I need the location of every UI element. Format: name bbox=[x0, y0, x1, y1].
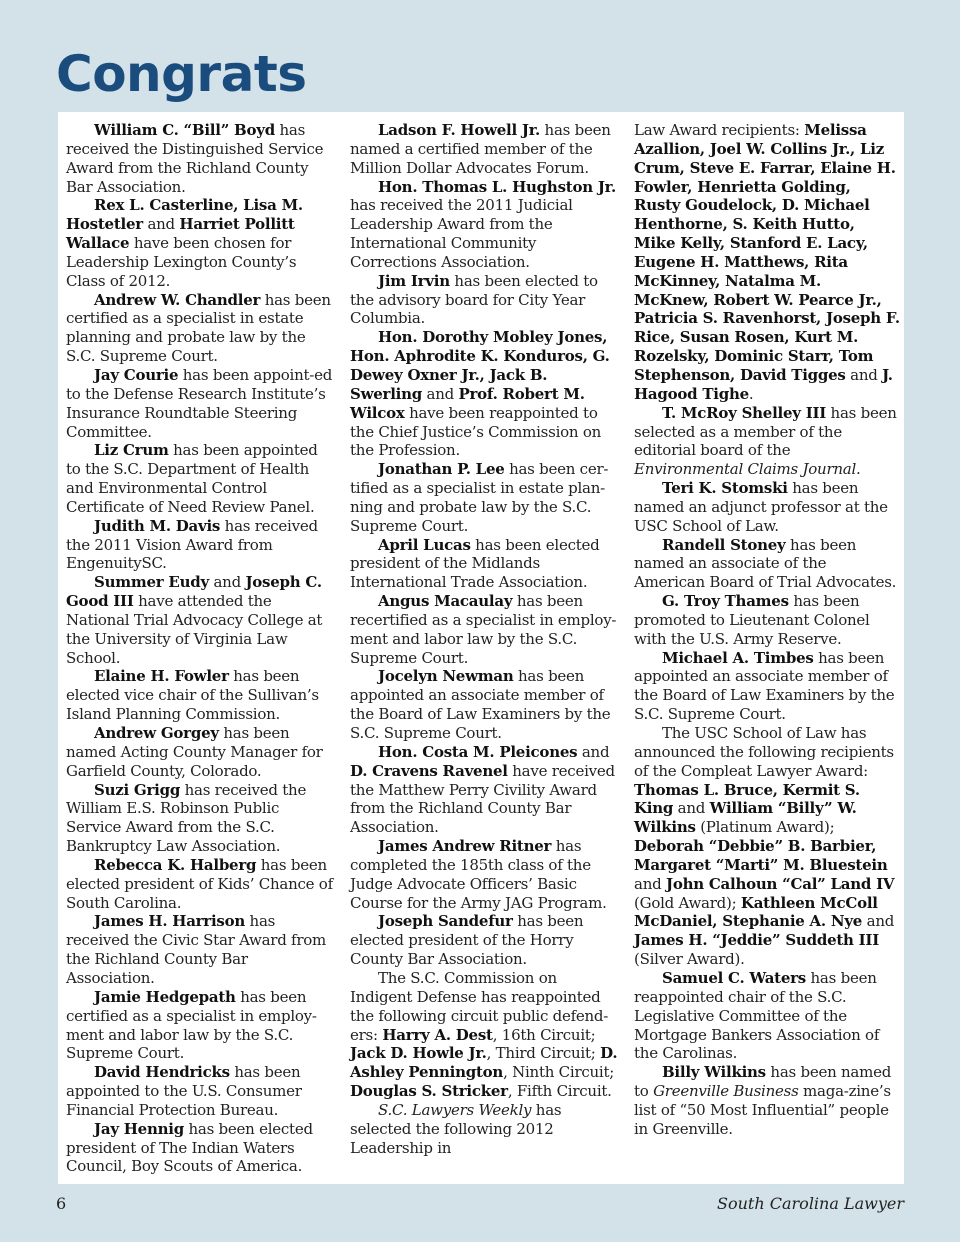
congrats-paragraph bbox=[66, 291, 334, 366]
announcement-text: Law Award recipients: bbox=[634, 121, 805, 139]
article-column-1 bbox=[66, 121, 334, 1176]
announcement-text: has received the Civic Star Award from the Richland County Bar Association. bbox=[66, 912, 327, 987]
congrats-paragraph bbox=[350, 969, 620, 1101]
announcement-text: has been certified as a specialist in estate planning and probate law by the S.C. Supreme Court. bbox=[66, 290, 331, 366]
honoree-name: Angus Macaulay bbox=[378, 592, 513, 611]
article-column-3 bbox=[634, 121, 900, 1139]
honoree-name: Samuel C. Waters bbox=[662, 968, 806, 987]
honoree-name: Jonathan P. Lee bbox=[378, 460, 505, 479]
honoree-name: Douglas S. Stricker bbox=[350, 1082, 508, 1101]
announcement-text: has been appointed an associate member of the Board of Law Examiners by the S.C. Supreme Court. bbox=[350, 667, 611, 742]
article-column-2 bbox=[350, 121, 620, 1157]
honoree-name: Billy Wilkins bbox=[662, 1063, 766, 1082]
honoree-name: Judith M. Davis bbox=[94, 516, 221, 535]
honoree-name: Randell Stoney bbox=[662, 535, 786, 554]
announcement-text: has been elected president of Kids’ Chance of South Carolina. bbox=[66, 855, 333, 912]
announcement-text: has been selected as a member of the editorial board of the bbox=[634, 403, 897, 460]
honoree-name: Hon. Thomas L. Hughston Jr. bbox=[378, 177, 616, 196]
congrats-paragraph bbox=[66, 781, 334, 856]
congrats-paragraph bbox=[634, 592, 900, 649]
announcement-text: has been appoint-ed to the Defense Research Institute’s Insurance Roundtable Steering Committee. bbox=[66, 365, 333, 441]
congrats-paragraph bbox=[350, 912, 620, 969]
congrats-paragraph bbox=[66, 667, 334, 724]
congrats-paragraph bbox=[66, 366, 334, 441]
honoree-name: James H. “Jeddie” Suddeth III bbox=[634, 931, 879, 950]
honoree-name: Kathleen McColl McDaniel, Stephanie A. Nye bbox=[634, 893, 878, 931]
congrats-paragraph bbox=[350, 743, 620, 837]
congrats-paragraph bbox=[634, 536, 900, 593]
congrats-paragraph bbox=[66, 912, 334, 987]
congrats-paragraph bbox=[350, 121, 620, 178]
announcement-text: have received the Matthew Perry Civility Award from the Richland County Bar Association. bbox=[350, 761, 615, 837]
announcement-text: and bbox=[673, 799, 710, 818]
honoree-name: Melissa Azallion, Joel W. Collins Jr., Liz Crum, Steve E. Farrar, Elaine H. Fowler, Henrietta Golding, Rusty Goudelock, D. Michael Henthorne, S. Keith Hutto, Mike Kelly, Stanford E. Lacy, Eugene H. Matthews, Rita McKinney, Natalma M. McKnew, Robert W. Pearce Jr., Patricia S. Ravenhorst, Joseph F. Rice, Susan Rosen, Kurt M. Rozelsky, Dominic Starr, Tom Stephenson, David Tigges bbox=[634, 121, 900, 384]
announcement-text: , Third Circuit; bbox=[486, 1044, 601, 1063]
announcement-text: maga-zine’s list of “50 Most Influential” people in Greenville. bbox=[634, 1082, 891, 1138]
honoree-name: Andrew Gorgey bbox=[94, 724, 219, 742]
announcement-text: and bbox=[845, 365, 883, 384]
announcement-text: (Silver Award). bbox=[634, 950, 745, 969]
honoree-name: Jay Courie bbox=[94, 365, 179, 384]
announcement-text: has been named to bbox=[634, 1063, 892, 1101]
announcement-text: has been certified as a specialist in employ-ment and labor law by the S.C. Supreme Court. bbox=[66, 987, 317, 1063]
honoree-name: Prof. Robert M. Wilcox bbox=[350, 384, 585, 422]
congrats-paragraph bbox=[350, 460, 620, 535]
publication-title: S.C. Lawyers Weekly bbox=[378, 1100, 532, 1119]
honoree-name: G. Troy Thames bbox=[662, 592, 789, 611]
honoree-name: Jim Irvin bbox=[378, 271, 450, 290]
honoree-name: Harriet Pollitt Wallace bbox=[66, 215, 295, 253]
announcement-text: has been cer-tified as a specialist in estate plan-ning and probate law by the S.C. Supreme Court. bbox=[350, 460, 609, 535]
announcement-text: has been named Acting County Manager for Garfield County, Colorado. bbox=[66, 724, 323, 780]
honoree-name: Jamie Hedgepath bbox=[94, 987, 236, 1006]
announcement-text: has been named a certified member of the Million Dollar Advocates Forum. bbox=[350, 121, 611, 177]
announcement-text: has been reappointed chair of the S.C. Legislative Committee of the Mortgage Bankers Association of the Carolinas. bbox=[634, 968, 880, 1063]
honoree-name: William “Billy” W. Wilkins bbox=[634, 799, 857, 837]
announcement-text: has been appointed to the S.C. Department of Health and Environmental Control Certificate of Need Review Panel. bbox=[66, 441, 318, 516]
congrats-paragraph bbox=[634, 479, 900, 536]
announcement-text: and bbox=[577, 742, 610, 761]
congrats-paragraph bbox=[66, 724, 334, 781]
announcement-text: . bbox=[748, 384, 754, 403]
announcement-text: and bbox=[208, 573, 246, 592]
congrats-paragraph bbox=[66, 196, 334, 290]
honoree-name: William C. “Bill” Boyd bbox=[94, 121, 275, 139]
announcement-text: has received the William E.S. Robinson Public Service Award from the S.C. Bankruptcy Law Association. bbox=[66, 780, 307, 856]
honoree-name: Andrew W. Chandler bbox=[94, 290, 261, 309]
article-panel bbox=[58, 112, 904, 1184]
announcement-text: has been recertified as a specialist in employ-ment and labor law by the S.C. Supreme Court. bbox=[350, 592, 617, 667]
announcement-text: has been elected to the advisory board for City Year Columbia. bbox=[350, 271, 598, 328]
honoree-name: Joseph C. Good III bbox=[66, 573, 322, 611]
announcement-text: (Platinum Award); bbox=[695, 818, 835, 837]
congrats-paragraph bbox=[66, 441, 334, 516]
honoree-name: D. Ashley Pennington bbox=[350, 1044, 618, 1082]
announcement-text: has been elected president of The Indian Waters Council, Boy Scouts of America. bbox=[66, 1119, 313, 1176]
honoree-name: James Andrew Ritner bbox=[378, 837, 552, 856]
magazine-name: South Carolina Lawyer bbox=[717, 1194, 904, 1213]
honoree-name: Suzi Grigg bbox=[94, 780, 181, 799]
congrats-paragraph bbox=[66, 856, 334, 913]
announcement-text: have attended the National Trial Advocacy College at the University of Virginia Law School. bbox=[66, 592, 323, 667]
honoree-name: Rex L. Casterline, Lisa M. Hostetler bbox=[66, 196, 303, 234]
announcement-text: and bbox=[142, 215, 180, 234]
congrats-paragraph bbox=[634, 1063, 900, 1138]
announcement-text: (Gold Award); bbox=[634, 893, 741, 912]
honoree-name: April Lucas bbox=[378, 535, 471, 554]
honoree-name: Jack D. Howle Jr. bbox=[350, 1044, 487, 1063]
honoree-name: Elaine H. Fowler bbox=[94, 667, 229, 686]
congrats-paragraph bbox=[66, 1120, 334, 1177]
honoree-name: Jocelyn Newman bbox=[378, 667, 514, 686]
congrats-paragraph bbox=[634, 969, 900, 1063]
announcement-text: has been elected president of the Midlands International Trade Association. bbox=[350, 535, 600, 592]
announcement-text: and bbox=[862, 912, 895, 931]
announcement-text: The S.C. Commission on Indigent Defense has reappointed the following circuit public defend-ers: bbox=[350, 968, 609, 1044]
congrats-paragraph bbox=[350, 1101, 620, 1158]
honoree-name: Hon. Costa M. Pleicones bbox=[378, 742, 578, 761]
congrats-paragraph bbox=[350, 667, 620, 742]
congrats-paragraph bbox=[350, 536, 620, 593]
honoree-name: John Calhoun “Cal” Land IV bbox=[665, 874, 895, 893]
announcement-text: has been promoted to Lieutenant Colonel with the U.S. Army Reserve. bbox=[634, 592, 870, 648]
announcement-text: has completed the 185th class of the Judge Advocate Officers’ Basic Course for the Army JAG Program. bbox=[350, 837, 607, 912]
honoree-name: Liz Crum bbox=[94, 441, 169, 460]
congrats-paragraph bbox=[66, 1063, 334, 1120]
congrats-paragraph bbox=[634, 121, 900, 404]
announcement-text: has been named an associate of the American Board of Trial Advocates. bbox=[634, 535, 897, 592]
announcement-text: and bbox=[421, 384, 459, 403]
congrats-paragraph bbox=[66, 573, 334, 667]
announcement-text: and bbox=[634, 874, 666, 893]
announcement-text: has been elected vice chair of the Sullivan’s Island Planning Commission. bbox=[66, 667, 319, 724]
congrats-paragraph bbox=[66, 517, 334, 574]
honoree-name: Thomas L. Bruce, Kermit S. King bbox=[634, 780, 860, 818]
announcement-text: , Ninth Circuit; bbox=[503, 1063, 615, 1082]
congrats-paragraph bbox=[350, 592, 620, 667]
honoree-name: Joseph Sandefur bbox=[378, 912, 513, 931]
honoree-name: Michael A. Timbes bbox=[662, 648, 814, 667]
congrats-paragraph bbox=[350, 837, 620, 912]
announcement-text: , Fifth Circuit. bbox=[507, 1082, 612, 1101]
honoree-name: David Hendricks bbox=[94, 1063, 230, 1082]
honoree-name: Harry A. Dest bbox=[382, 1025, 493, 1044]
announcement-text: has been elected president of the Horry County Bar Association. bbox=[350, 912, 584, 969]
honoree-name: Ladson F. Howell Jr. bbox=[378, 121, 541, 139]
honoree-name: Summer Eudy bbox=[94, 573, 209, 592]
announcement-text: The USC School of Law has announced the following recipients of the Compleat Lawyer Award: bbox=[634, 724, 894, 780]
announcement-text: have been chosen for Leadership Lexington County’s Class of 2012. bbox=[66, 234, 297, 290]
honoree-name: Deborah “Debbie” B. Barbier, Margaret “Marti” M. Bluestein bbox=[634, 837, 888, 874]
congrats-paragraph bbox=[350, 328, 620, 460]
honoree-name: Jay Hennig bbox=[94, 1119, 184, 1138]
publication-title: Greenville Business bbox=[653, 1082, 799, 1101]
honoree-name: D. Cravens Ravenel bbox=[350, 761, 508, 780]
honoree-name: T. McRoy Shelley III bbox=[662, 403, 827, 422]
congrats-paragraph bbox=[66, 121, 334, 196]
announcement-text: have been reappointed to the Chief Justice’s Commission on the Profession. bbox=[350, 403, 602, 460]
announcement-text: has received the Distinguished Service Award from the Richland County Bar Association. bbox=[66, 121, 324, 196]
congrats-paragraph bbox=[350, 178, 620, 272]
announcement-text: has selected the following 2012 Leadership in bbox=[350, 1100, 562, 1157]
announcement-text: has been named an adjunct professor at the USC School of Law. bbox=[634, 479, 888, 535]
announcement-text: . bbox=[856, 460, 861, 479]
congrats-paragraph bbox=[350, 272, 620, 329]
congrats-paragraph bbox=[634, 404, 900, 479]
page-title: Congrats bbox=[56, 45, 307, 103]
announcement-text: has been appointed to the U.S. Consumer Financial Protection Bureau. bbox=[66, 1063, 302, 1119]
congrats-paragraph bbox=[634, 724, 900, 969]
announcement-text: , 16th Circuit; bbox=[492, 1025, 596, 1044]
honoree-name: J. Hagood Tighe bbox=[634, 365, 893, 403]
announcement-text: has been appointed an associate member of the Board of Law Examiners by the S.C. Supreme Court. bbox=[634, 648, 895, 724]
honoree-name: Hon. Dorothy Mobley Jones, Hon. Aphrodite K. Konduros, G. Dewey Oxner Jr., Jack B. Swerling bbox=[350, 328, 610, 403]
congrats-paragraph bbox=[66, 988, 334, 1063]
announcement-text: has received the 2011 Judicial Leadership Award from the International Community Corrections Association. bbox=[350, 196, 573, 271]
announcement-text: has received the 2011 Vision Award from EngenuitySC. bbox=[66, 516, 318, 573]
honoree-name: Rebecca K. Halberg bbox=[94, 855, 257, 874]
publication-title: Environmental Claims Journal bbox=[634, 460, 857, 479]
page-number: 6 bbox=[56, 1194, 67, 1213]
honoree-name: Teri K. Stomski bbox=[662, 479, 788, 498]
congrats-paragraph bbox=[634, 649, 900, 724]
honoree-name: James H. Harrison bbox=[94, 912, 246, 931]
